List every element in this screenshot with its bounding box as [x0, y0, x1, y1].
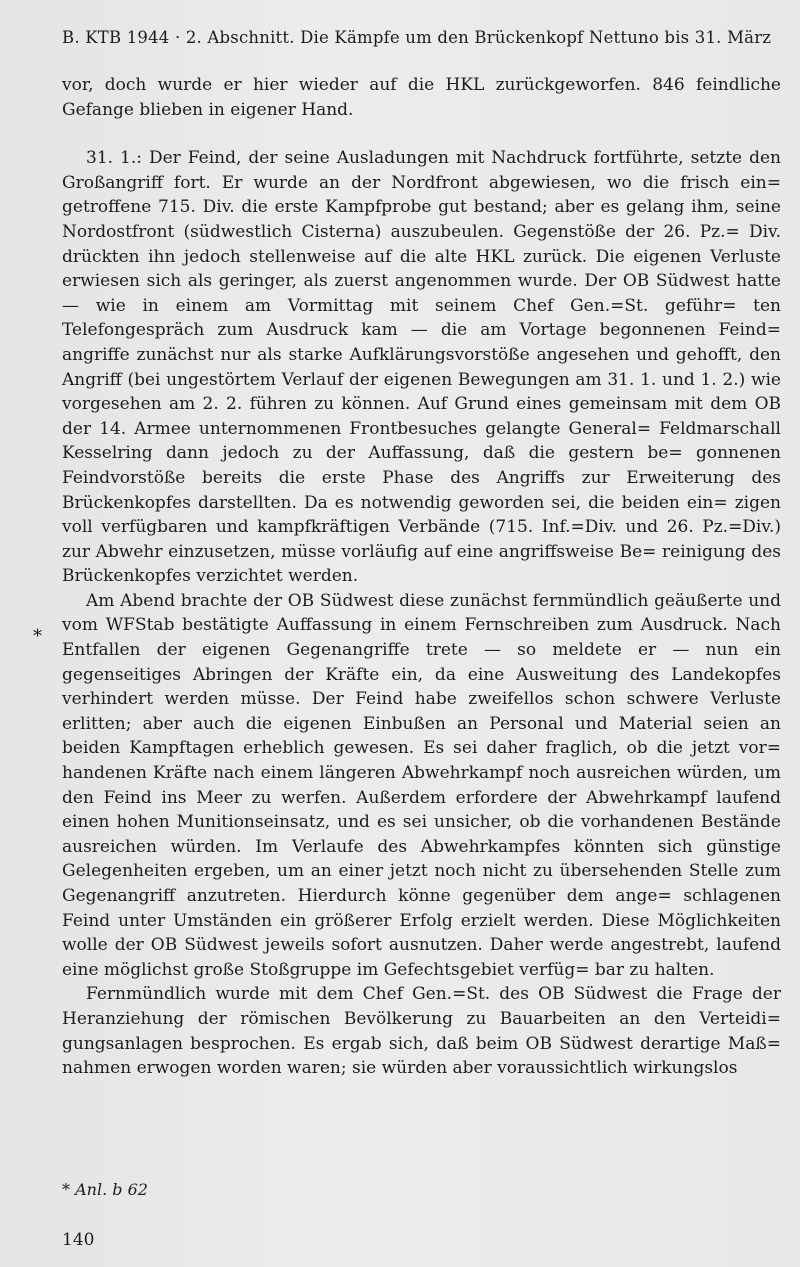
margin-footnote-marker: * — [33, 626, 42, 647]
paragraph-evening-report: Am Abend brachte der OB Südwest diese zunächst fernmündlich geäußerte und vom WFStab bestätigte Auffassung in einem Fernschreiben zum Ausdruck. Nach Entfallen der eigenen Gegenangriffe trete — so meldete er — nun ein gegenseitiges Abringen der Kräfte ein, da eine Ausweitung des Landekopfes verhindert werden müsse. Der Feind habe zweifellos schon schwere Verluste erlitten; aber auch die eigenen Einbußen an Personal und Material seien an beiden Kampftagen erheblich gewesen. Es sei daher fraglich, ob die jetzt vor= handenen Kräfte nach einem längeren Abwehrkampf noch ausreichen würden, um den Feind ins Meer zu werfen. Außerdem erfordere der Abwehrkampf laufend einen hohen Munitionseinsatz, und es sei unsicher, ob die vorhandenen Bestände ausreichen würden. Im Verlaufe des Abwehrkampfes könnten sich günstige Gelegenheiten ergeben, um an einer jetzt noch nicht zu übersehenden Stelle zum Gegenangriff anzutreten. Hierdurch könne gegenüber dem ange= schlagenen Feind unter Umständen ein größerer Erfolg erzielt werden. Diese Möglichkeiten wolle der OB Südwest jeweils sofort ausnutzen. Daher werde angestrebt, laufend eine möglichst große Stoßgruppe im Gefechtsgebiet verfüg= bar zu halten. — [62, 590, 781, 980]
footnote-reference: Anl. b 62 — [75, 1180, 148, 1199]
paragraph-continuation: vor, doch wurde er hier wieder auf die HKL zurückgeworfen. 846 feindliche Gefange blieben in eigener Hand. — [62, 75, 781, 120]
footnote — [62, 1180, 148, 1199]
paragraph-phone-call: Fernmündlich wurde mit dem Chef Gen.=St. des OB Südwest die Frage der Heranziehung der römischen Bevölkerung zu Bauarbeiten an den Verteidi= gungsanlagen besprochen. Es ergab sich, daß beim OB Südwest derartige Maß= nahmen erwogen worden waren; sie würden aber voraussichtlich wirkungslos — [62, 984, 781, 1079]
footnote-symbol: * — [62, 1180, 70, 1199]
page-number: 140 — [62, 1230, 95, 1250]
paragraph-date-entry: 31. 1.: Der Feind, der seine Ausladungen mit Nachdruck fortführte, setzte den Großangriff fort. Er wurde an der Nordfront abgewiesen, wo die frisch ein= getroffene 715. Div. die erste Kampfprobe gut bestand; aber es gelang ihm, seine Nordostfront (südwestlich Cisterna) auszubeulen. Gegenstöße der 26. Pz.= Div. drückten ihn jedoch stellenweise auf die alte HKL zurück. Die eigenen Verluste erwiesen sich als geringer, als zuerst angenommen wurde. Der OB Südwest hatte — wie in einem am Vormittag mit seinem Chef Gen.=St. geführ= ten Telefongespräch zum Ausdruck kam — die am Vortage begonnenen Feind= angriffe zunächst nur als starke Aufklärungsvorstöße angesehen und gehofft, den Angriff (bei ungestörtem Verlauf der eigenen Bewegungen am 31. 1. und 1. 2.) wie vorgesehen am 2. 2. führen zu können. Auf Grund eines gemeinsam mit dem OB der 14. Armee unternommenen Frontbesuches gelangte General= Feldmarschall Kesselring dann jedoch zu der Auffassung, daß die gestern be= gonnenen Feindvorstöße bereits die erste Phase des Angriffs zur Erweiterung des Brückenkopfes darstellten. Da es notwendig geworden sei, die beiden ein= zigen voll verfügbaren und kampfkräftigen Verbände (715. Inf.=Div. und 26. Pz.=Div.) zur Abwehr einzusetzen, müsse vorläufig auf eine angriffsweise Be= reinigung des Brückenkopfes verzichtet werden. — [62, 148, 781, 587]
running-header: B. KTB 1944 · 2. Abschnitt. Die Kämpfe um den Brückenkopf Nettuno bis 31. März — [62, 28, 772, 47]
body-text — [62, 73, 781, 1081]
